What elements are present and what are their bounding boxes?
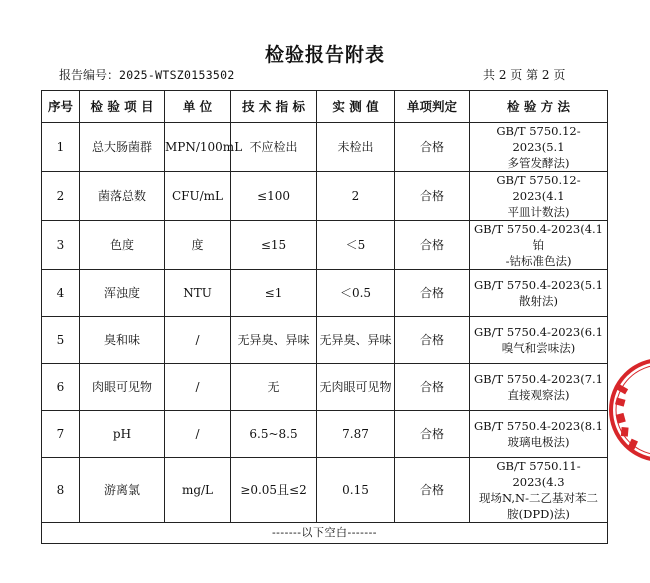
table-header-row — [42, 91, 608, 123]
table-row — [42, 411, 608, 458]
cell-unit: NTU — [165, 270, 231, 317]
seal-lettering-marks — [608, 382, 644, 452]
header-method: 检 验 方 法 — [470, 91, 608, 123]
table-row — [42, 172, 608, 221]
method-line: 现场N,N-二乙基对苯二 — [479, 491, 598, 505]
cell-item: pH — [80, 411, 165, 458]
red-seal-stamp — [606, 355, 650, 465]
cell-verdict: 合格 — [395, 123, 470, 172]
cell-no: 2 — [42, 172, 80, 221]
table-row — [42, 270, 608, 317]
cell-verdict: 合格 — [395, 270, 470, 317]
report-title: 检验报告附表 — [264, 44, 385, 66]
cell-method — [470, 458, 608, 523]
cell-value: 2 — [317, 172, 395, 221]
cell-spec: 无 — [231, 364, 317, 411]
cell-unit: / — [165, 411, 231, 458]
cell-unit: / — [165, 317, 231, 364]
method-line: GB/T 5750.4-2023(7.1 — [473, 372, 603, 386]
cell-value: ＜5 — [317, 221, 395, 270]
cell-method — [470, 123, 608, 172]
table-row — [42, 364, 608, 411]
header-no: 序号 — [42, 91, 80, 123]
cell-item: 色度 — [80, 221, 165, 270]
report-table — [41, 90, 608, 544]
cell-value: 7.87 — [317, 411, 395, 458]
cell-verdict: 合格 — [395, 221, 470, 270]
cell-spec: ≤100 — [231, 172, 317, 221]
cell-method — [470, 172, 608, 221]
cell-unit: MPN/100mL — [165, 123, 231, 172]
seal-ring — [611, 360, 650, 460]
page-info: 共 2 页 第 2 页 — [483, 68, 566, 82]
cell-item: 总大肠菌群 — [80, 123, 165, 172]
cell-no: 4 — [42, 270, 80, 317]
cell-no: 8 — [42, 458, 80, 523]
table-row — [42, 317, 608, 364]
method-line: GB/T 5750.4-2023(8.1 — [473, 419, 603, 433]
blank-below-note: -------以下空白------- — [42, 523, 608, 544]
table-footer-row — [42, 523, 608, 544]
cell-verdict: 合格 — [395, 458, 470, 523]
method-line: GB/T 5750.4-2023(5.1 — [473, 278, 603, 292]
cell-value: ＜0.5 — [317, 270, 395, 317]
cell-unit: CFU/mL — [165, 172, 231, 221]
cell-unit: / — [165, 364, 231, 411]
cell-value: 无肉眼可见物 — [317, 364, 395, 411]
table-row — [42, 123, 608, 172]
report-number — [59, 66, 235, 83]
cell-spec: 不应检出 — [231, 123, 317, 172]
method-line: 直接观察法) — [507, 388, 570, 402]
cell-method — [470, 411, 608, 458]
cell-value: 无异臭、异味 — [317, 317, 395, 364]
cell-spec: 无异臭、异味 — [231, 317, 317, 364]
method-line: 嗅气和尝味法) — [501, 341, 576, 355]
cell-no: 1 — [42, 123, 80, 172]
method-line: GB/T 5750.4-2023(4.1铂 — [473, 222, 603, 252]
cell-item: 肉眼可见物 — [80, 364, 165, 411]
cell-method — [470, 221, 608, 270]
method-line: 多管发酵法) — [507, 156, 570, 170]
header-verdict: 单项判定 — [395, 91, 470, 123]
cell-verdict: 合格 — [395, 364, 470, 411]
cell-spec: ≤1 — [231, 270, 317, 317]
cell-no: 3 — [42, 221, 80, 270]
cell-method — [470, 270, 608, 317]
cell-item: 浑浊度 — [80, 270, 165, 317]
report-number-value: 2025-WTSZ0153502 — [119, 68, 235, 82]
table-row — [42, 221, 608, 270]
cell-spec: ≤15 — [231, 221, 317, 270]
method-line: -钴标准色法) — [505, 254, 572, 268]
cell-unit: mg/L — [165, 458, 231, 523]
method-line: 平皿计数法) — [507, 205, 570, 219]
header-unit: 单 位 — [165, 91, 231, 123]
cell-method — [470, 317, 608, 364]
table-row — [42, 458, 608, 523]
cell-verdict: 合格 — [395, 317, 470, 364]
report-number-label: 报告编号： — [59, 68, 120, 82]
header-spec: 技 术 指 标 — [231, 91, 317, 123]
cell-value: 0.15 — [317, 458, 395, 523]
header-item: 检 验 项 目 — [80, 91, 165, 123]
method-line: 散射法) — [519, 294, 558, 308]
method-line: 胺(DPD)法) — [507, 507, 570, 521]
cell-no: 6 — [42, 364, 80, 411]
cell-verdict: 合格 — [395, 172, 470, 221]
cell-unit: 度 — [165, 221, 231, 270]
cell-item: 臭和味 — [80, 317, 165, 364]
method-line: GB/T 5750.12-2023(5.1 — [496, 124, 581, 154]
method-line: GB/T 5750.12-2023(4.1 — [496, 173, 581, 203]
seal-inner-ring — [616, 365, 650, 455]
cell-item: 菌落总数 — [80, 172, 165, 221]
header-value: 实 测 值 — [317, 91, 395, 123]
method-line: 玻璃电极法) — [507, 435, 570, 449]
cell-spec: 6.5~8.5 — [231, 411, 317, 458]
cell-value: 未检出 — [317, 123, 395, 172]
cell-no: 7 — [42, 411, 80, 458]
method-line: GB/T 5750.4-2023(6.1 — [473, 325, 603, 339]
cell-method — [470, 364, 608, 411]
cell-item: 游离氯 — [80, 458, 165, 523]
cell-no: 5 — [42, 317, 80, 364]
method-line: GB/T 5750.11-2023(4.3 — [496, 459, 581, 489]
cell-verdict: 合格 — [395, 411, 470, 458]
cell-spec: ≥0.05且≤2 — [231, 458, 317, 523]
